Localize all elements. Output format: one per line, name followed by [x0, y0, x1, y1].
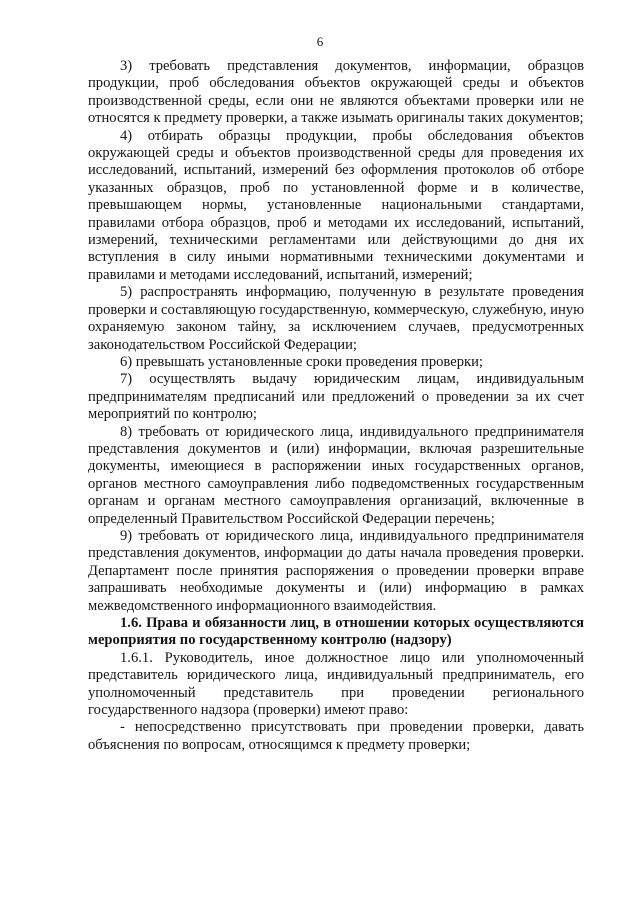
list-item-6: 6) превышать установленные сроки проведения проверки; [120, 353, 483, 370]
paragraph-1-6-1: 1.6.1. Руководитель, иное должностное лицо или уполномоченный представитель юридического лица, индивидуальный предприниматель, его уполномоченный представитель при проведении регионального государственного надзора (проверки) имеют право: [88, 649, 584, 719]
list-item-5: 5) распространять информацию, полученную в результате проведения проверки и составляющую государственную, коммерческую, служебную, иную охраняемую законом тайну, за исключением случаев, предусмотренных законодательством Российской Федерации; [88, 284, 584, 353]
list-item-4: 4) отбирать образцы продукции, пробы обследования объектов окружающей среды и объектов производственной среды для проведения их исследований, испытаний, измерений без оформления протоколов об отборе указанных образцов, проб по установленной форме и в количестве, превышающем нормы, установленные национальными стандартами, правилами отбора образцов, проб и методами их исследований, испытаний, измерений, техническими регламентами или действующими до дня их вступления в силу иными нормативными техническими документами и правилами и методами исследований, испытаний, измерений; [88, 127, 584, 283]
list-item-9: 9) требовать от юридического лица, индивидуального предпринимателя представления документов, информации до даты начала проведения проверки. Департамент после принятия распоряжения о проведении проверки вправе запрашивать необходимые документы и (или) информацию в рамках межведомственного информационного взаимодействия. [88, 527, 584, 614]
section-heading: 1.6. Права и обязанности лиц, в отношении которых осуществляются мероприятия по государственному контролю (надзору) [88, 615, 584, 649]
list-item-7: 7) осуществлять выдачу юридическим лицам, индивидуальным предпринимателям предписаний или предложений о проведении за их счет мероприятий по контролю; [88, 371, 584, 423]
document-body [88, 58, 584, 754]
page-number: 6 [316, 34, 324, 49]
list-item-3: 3) требовать представления документов, информации, образцов продукции, проб обследования объектов окружающей среды и объектов производственной среды, если они не являются объектами проверки или не относятся к предмету проверки, а также изымать оригиналы таких документов; [88, 58, 584, 127]
list-item-dash: - непосредственно присутствовать при проведении проверки, давать объяснения по вопросам, относящимся к предмету проверки; [88, 719, 584, 753]
list-item-8: 8) требовать от юридического лица, индивидуального предпринимателя представления документов и (или) информации, включая разрешительные документы, имеющиеся в распоряжении иных государственных органов, органов местного самоуправления либо подведомственных государственным органам и органам местного самоуправления организаций, включенные в определенный Правительством Российской Федерации перечень; [88, 423, 584, 527]
